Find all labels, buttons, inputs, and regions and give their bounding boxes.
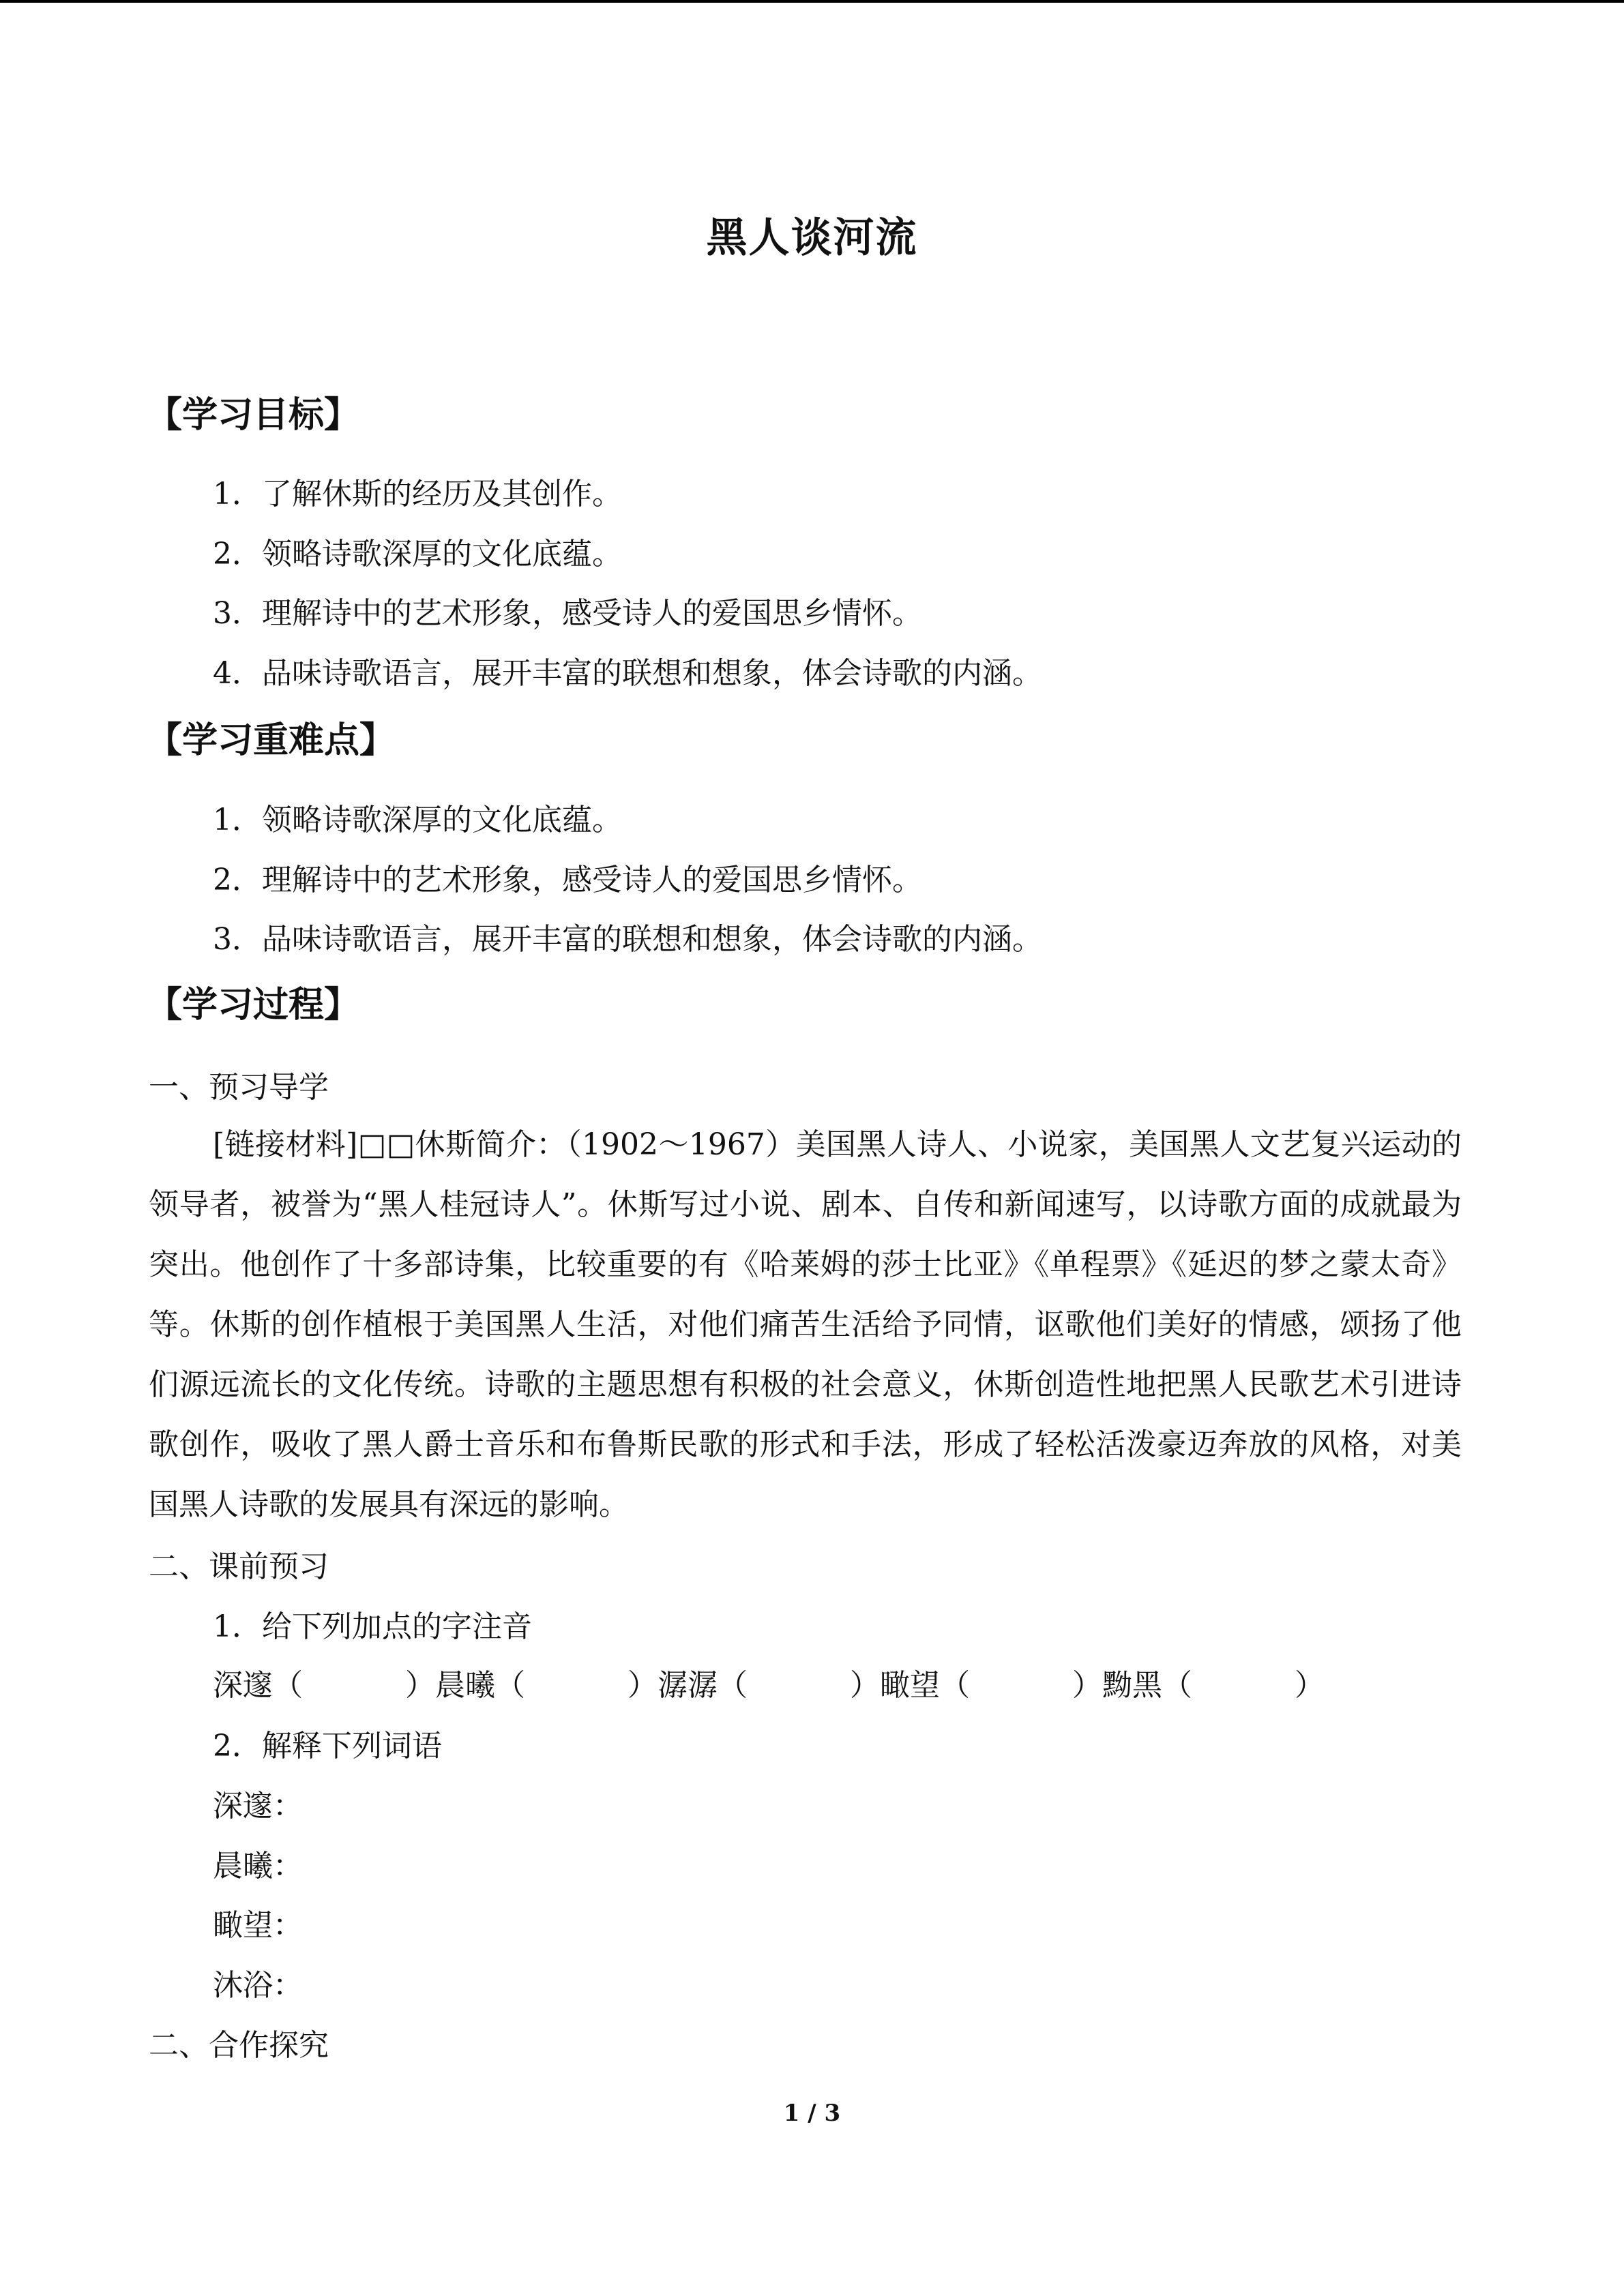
fill-word: 黝黑: [1102, 1668, 1162, 1703]
fill-word: 深邃: [213, 1668, 273, 1703]
term-item: 沐浴：: [213, 1968, 303, 2003]
pinyin-fill-item: [658, 1664, 880, 1708]
cooperation-heading: 二、合作探究: [149, 2028, 329, 2063]
pinyin-fill-item: [880, 1664, 1102, 1708]
pinyin-fill-item: [1102, 1664, 1325, 1708]
fill-open-paren: （: [940, 1668, 970, 1703]
preview-heading: 一、预习导学: [149, 1070, 329, 1105]
goal-item: 1．了解休斯的经历及其创作。: [213, 477, 622, 511]
fill-word: 晨曦: [435, 1668, 495, 1703]
term-item: 深邃：: [213, 1789, 303, 1823]
fill-open-paren: （: [495, 1668, 525, 1703]
fill-word: 瞰望: [880, 1668, 940, 1703]
key-point-item: 1．领略诗歌深厚的文化底蕴。: [213, 803, 622, 837]
pinyin-fill-item: [435, 1664, 658, 1708]
key-point-item: 2．理解诗中的艺术形象，感受诗人的爱国思乡情怀。: [213, 863, 922, 897]
page-number: 1 / 3: [783, 2100, 841, 2127]
process-heading: 【学习过程】: [147, 984, 360, 1026]
fill-close-paren: ）: [405, 1668, 435, 1703]
top-border: [0, 0, 1624, 3]
page-title: 黑人谈河流: [706, 214, 918, 262]
goal-item: 3．理解诗中的艺术形象，感受诗人的爱国思乡情怀。: [213, 596, 922, 631]
fill-close-paren: ）: [1295, 1668, 1325, 1703]
goals-heading: 【学习目标】: [147, 394, 360, 436]
pre-class-heading: 二、课前预习: [149, 1549, 329, 1584]
question-2-label: 2．解释下列词语: [213, 1729, 442, 1763]
goal-item: 2．领略诗歌深厚的文化底蕴。: [213, 537, 622, 571]
fill-open-paren: （: [1162, 1668, 1192, 1703]
pinyin-fill-row: [213, 1664, 1325, 1708]
fill-open-paren: （: [718, 1668, 748, 1703]
goal-item: 4．品味诗歌语言，展开丰富的联想和想象，体会诗歌的内涵。: [213, 656, 1042, 691]
term-item: 瞰望：: [213, 1908, 303, 1943]
material-paragraph: [链接材料]□□休斯简介：（1902～1967）美国黑人诗人、小说家，美国黑人文艺复兴运动的领导者，被誉为“黑人桂冠诗人”。休斯写过小说、剧本、自传和新闻速写，以诗歌方面的成就最为突出。他创作了十多部诗集，比较重要的有《哈莱姆的莎士比亚》《单程票》《延迟的梦之蒙太奇》等。休斯的创作植根于美国黑人生活，对他们痛苦生活给予同情，讴歌他们美好的情感，颂扬了他们源远流长的文化传统。诗歌的主题思想有积极的社会意义，休斯创造性地把黑人民歌艺术引进诗歌创作，吸收了黑人爵士音乐和布鲁斯民歌的形式和手法，形成了轻松活泼豪迈奔放的风格，对美国黑人诗歌的发展具有深远的影响。: [149, 1127, 1462, 1522]
key-point-item: 3．品味诗歌语言，展开丰富的联想和想象，体会诗歌的内涵。: [213, 922, 1042, 957]
fill-close-paren: ）: [628, 1668, 658, 1703]
pinyin-fill-item: [213, 1664, 435, 1708]
question-1-label: 1．给下列加点的字注音: [213, 1609, 532, 1644]
key-points-heading: 【学习重难点】: [147, 719, 396, 761]
fill-close-paren: ）: [850, 1668, 880, 1703]
term-item: 晨曦：: [213, 1849, 303, 1883]
fill-open-paren: （: [273, 1668, 303, 1703]
fill-close-paren: ）: [1072, 1668, 1102, 1703]
fill-word: 潺潺: [658, 1668, 718, 1703]
